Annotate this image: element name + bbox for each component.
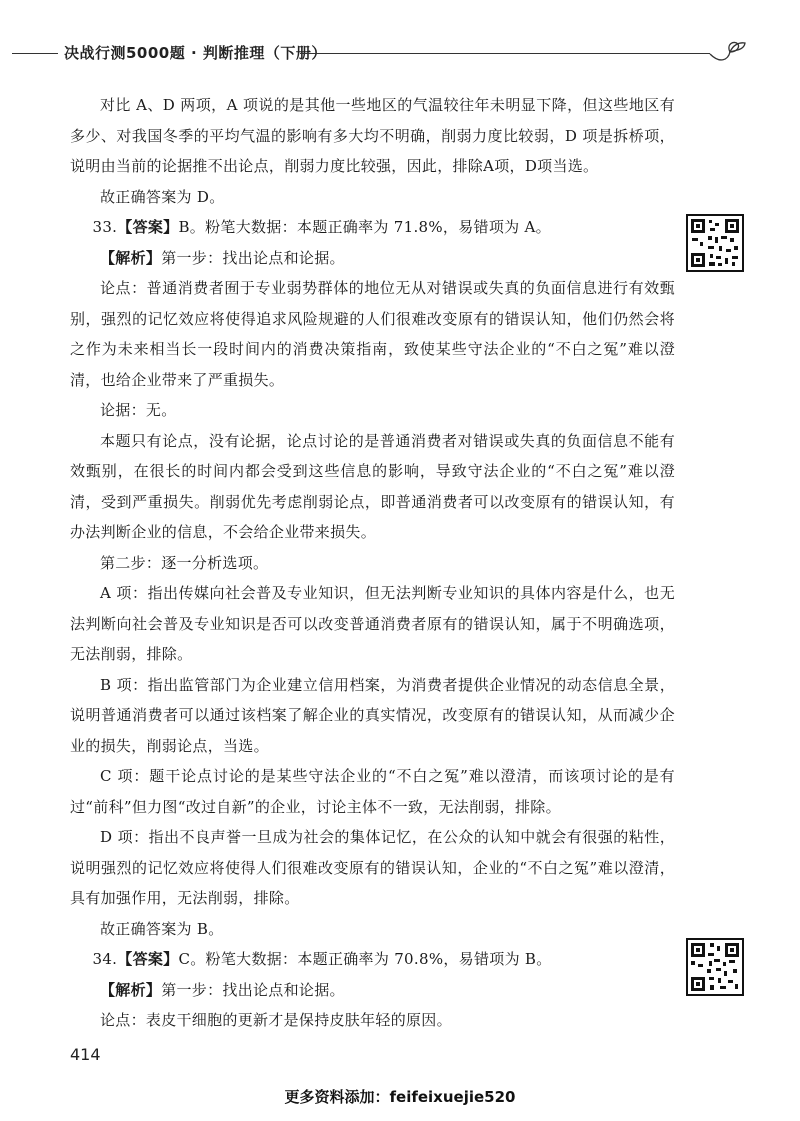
answer-tag: 【答案】 xyxy=(117,950,179,968)
answer-text: B。粉笔大数据：本题正确率为 71.8%，易错项为 A。 xyxy=(178,218,551,236)
sprout-icon xyxy=(708,38,748,68)
page-number: 414 xyxy=(70,1045,101,1064)
paragraph: 论点：普通消费者囿于专业弱势群体的地位无从对错误或失真的负面信息进行有效甄别，强烈的记忆效应将使得追求风险规避的人们很难改变原有的错误认知，他们仍然会将之作为未来相当长一段时间内的消费决策指南，致使某些守法企业的“不白之冤”难以澄清，也给企业带来了严重损失。 xyxy=(70,279,675,389)
paragraph: A 项：指出传媒向社会普及专业知识，但无法判断专业知识的具体内容是什么，也无法判断向社会普及专业知识是否可以改变普通消费者原有的错误认知，属于不明确选项，无法削弱，排除。 xyxy=(70,584,675,663)
analysis-text: 第一步：找出论点和论据。 xyxy=(161,980,345,999)
paragraph: 故正确答案为 D。 xyxy=(100,187,225,206)
header-rule-right xyxy=(300,53,710,54)
qr-code-icon[interactable] xyxy=(686,938,744,996)
analysis-line-33 xyxy=(70,243,675,274)
question-number: 34. xyxy=(92,950,118,968)
paragraph: 对比 A、D 两项，A 项说的是其他一些地区的气温较往年未明显下降，但这些地区有多少、对我国冬季的平均气温的影响有多大均不明确，削弱力度比较弱，D 项是拆桥项，说明由当前的论据推不出论点，削弱力度比较强，因此，排除A项，D项当选。 xyxy=(70,96,675,175)
analysis-tag: 【解析】 xyxy=(100,248,162,267)
analysis-tag: 【解析】 xyxy=(100,980,162,999)
paragraph: 本题只有论点，没有论据，论点讨论的是普通消费者对错误或失真的负面信息不能有效甄别，在很长的时间内都会受到这些信息的影响，导致守法企业的“不白之冤”难以澄清，受到严重损失。削弱优先考虑削弱论点，即普通消费者可以改变原有的错误认知，有办法判断企业的信息，不会给企业带来损失。 xyxy=(70,431,675,541)
paragraph: D 项：指出不良声誉一旦成为社会的集体记忆，在公众的认知中就会有很强的粘性，说明强烈的记忆效应将使得人们很难改变原有的错误认知，企业的“不白之冤”难以澄清，具有加强作用，无法削弱，排除。 xyxy=(70,828,675,907)
qr-code-icon[interactable] xyxy=(686,214,744,272)
analysis-text: 第一步：找出论点和论据。 xyxy=(161,248,345,267)
paragraph: C 项：题干论点讨论的是某些守法企业的“不白之冤”难以澄清，而该项讨论的是有过“前科”但力图“改过自新”的企业，讨论主体不一致，无法削弱，排除。 xyxy=(70,767,675,816)
paragraph: 论据：无。 xyxy=(100,401,177,419)
question-number: 33. xyxy=(92,218,118,236)
answer-tag: 【答案】 xyxy=(117,218,179,236)
paragraph: 论点：表皮干细胞的更新才是保持皮肤年轻的原因。 xyxy=(100,1011,452,1029)
header-title: 决战行测5000题 · 判断推理（下册） xyxy=(64,44,327,62)
paragraph: 第二步：逐一分析选项。 xyxy=(100,553,269,572)
header-rule-left xyxy=(12,53,58,54)
answer-line-33 xyxy=(70,212,675,243)
answer-text: C。粉笔大数据：本题正确率为 70.8%，易错项为 B。 xyxy=(178,950,552,968)
analysis-line-34 xyxy=(70,975,675,1006)
answer-line-34 xyxy=(70,944,675,975)
running-header xyxy=(0,38,800,68)
page-body xyxy=(70,90,675,1036)
paragraph: 故正确答案为 B。 xyxy=(100,919,224,938)
paragraph: B 项：指出监管部门为企业建立信用档案，为消费者提供企业情况的动态信息全景，说明普通消费者可以通过该档案了解企业的真实情况，改变原有的错误认知，从而减少企业的损失，削弱论点，当选。 xyxy=(70,675,675,755)
footer-note: 更多资料添加：feifeixuejie520 xyxy=(284,1088,516,1106)
